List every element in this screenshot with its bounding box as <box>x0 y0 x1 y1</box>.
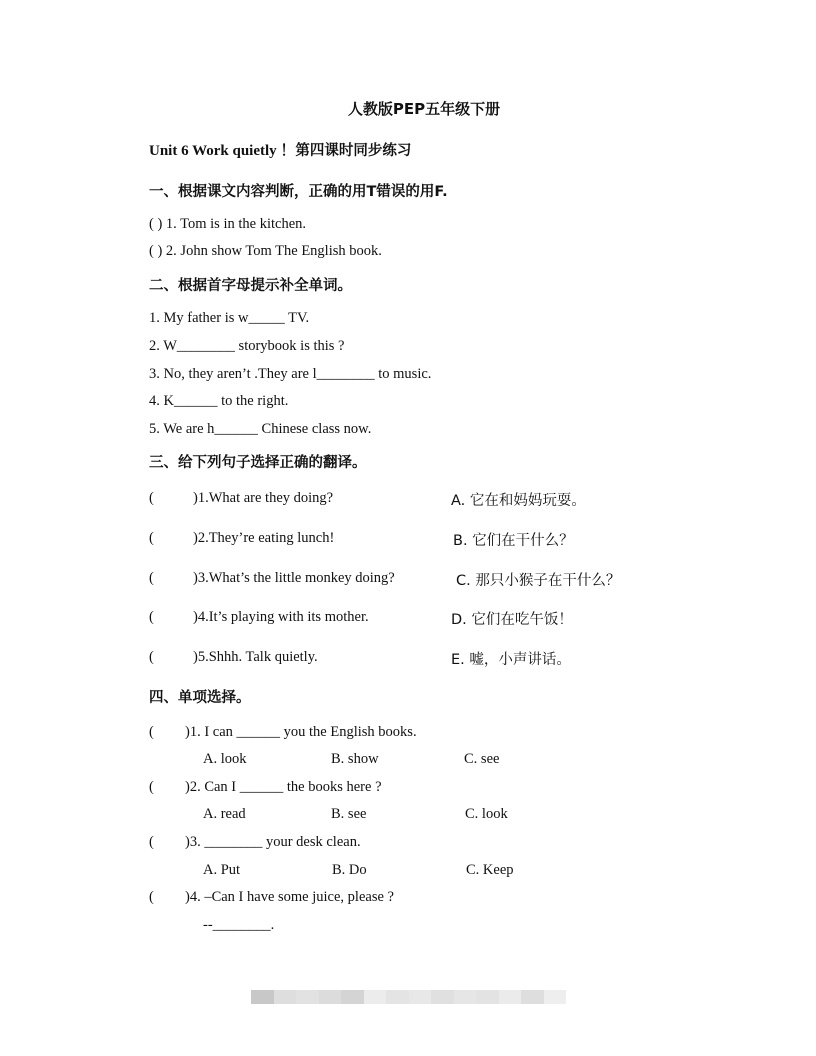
footer-bar-segment <box>364 990 387 1004</box>
tf-question-1 <box>149 216 306 233</box>
lesson-subtitle <box>149 139 411 160</box>
choice-1-option-b: B. show <box>331 751 379 767</box>
match-sentence-5: )5.Shhh. Talk quietly. <box>193 649 318 665</box>
match-sentence-3: )3.What’s the little monkey doing? <box>193 570 395 586</box>
footer-bar-segment <box>454 990 477 1004</box>
section-4-heading: 四、单项选择。 <box>149 690 251 706</box>
choice-2-option-c: C. look <box>465 806 508 822</box>
footer-bar-segment <box>319 990 342 1004</box>
answer-paren[interactable]: ( ) <box>149 216 163 232</box>
fill-question-2: 2. W________ storybook is this ? <box>149 338 345 354</box>
choice-3-option-a: A. Put <box>203 862 241 878</box>
choice-1-option-c: C. see <box>464 751 500 767</box>
choice-question-2: )2. Can I ______ the books here ? <box>185 779 382 795</box>
footer-bar-segment <box>544 990 567 1004</box>
choice-paren-3[interactable]: ( <box>149 834 154 850</box>
choice-2-option-b: B. see <box>331 806 367 822</box>
document-title: 人教版PEP五年级下册 <box>347 100 501 118</box>
fill-question-4: 4. K______ to the right. <box>149 393 289 409</box>
choice-paren-2[interactable]: ( <box>149 779 154 795</box>
choice-4-answer-line: --________. <box>203 917 275 933</box>
match-paren-5[interactable]: ( <box>149 649 154 665</box>
match-option-a: A. 它在和妈妈玩耍。 <box>451 493 586 509</box>
answer-paren[interactable]: ( ) <box>149 243 163 259</box>
footer-bar-segment <box>341 990 364 1004</box>
footer-bar-segment <box>251 990 274 1004</box>
section-2-heading: 二、根据首字母提示补全单词。 <box>149 278 352 294</box>
match-option-d: D. 它们在吃午饭！ <box>451 612 573 628</box>
match-option-e: E. 嘘，小声讲话。 <box>451 652 571 668</box>
match-sentence-4: )4.It’s playing with its mother. <box>193 609 369 625</box>
fill-question-5: 5. We are h______ Chinese class now. <box>149 421 372 437</box>
match-paren-2[interactable]: ( <box>149 530 154 546</box>
footer-bar-segment <box>274 990 297 1004</box>
match-option-c: C. 那只小猴子在干什么？ <box>456 573 621 589</box>
footer-bar-segment <box>521 990 544 1004</box>
match-sentence-2: )2.They’re eating lunch! <box>193 530 335 546</box>
match-paren-1[interactable]: ( <box>149 490 154 506</box>
choice-question-1: )1. I can ______ you the English books. <box>185 724 417 740</box>
lesson-subtitle-en: Unit 6 Work quietly ！ <box>149 143 296 159</box>
fill-question-3: 3. No, they aren’t .They are l________ to music. <box>149 366 432 382</box>
choice-paren-4[interactable]: ( <box>149 889 154 905</box>
match-paren-3[interactable]: ( <box>149 570 154 586</box>
choice-question-4: )4. –Can I have some juice, please ? <box>185 889 394 905</box>
footer-bar-segment <box>386 990 409 1004</box>
choice-2-option-a: A. read <box>203 806 246 822</box>
choice-paren-1[interactable]: ( <box>149 724 154 740</box>
choice-3-option-c: C. Keep <box>466 862 514 878</box>
fill-question-1: 1. My father is w_____ TV. <box>149 310 310 326</box>
footer-bar-segment <box>296 990 319 1004</box>
choice-3-option-b: B. Do <box>332 862 367 878</box>
footer-bar-segment <box>409 990 432 1004</box>
match-option-b: B. 它们在干什么？ <box>453 533 574 549</box>
section-1-heading: 一、根据课文内容判断，正确的用T错误的用F. <box>149 184 448 200</box>
footer-bar-segment <box>476 990 499 1004</box>
footer-bar-segment <box>431 990 454 1004</box>
choice-1-option-a: A. look <box>203 751 247 767</box>
match-paren-4[interactable]: ( <box>149 609 154 625</box>
section-3-heading: 三、给下列句子选择正确的翻译。 <box>149 455 367 471</box>
match-sentence-1: )1.What are they doing? <box>193 490 334 506</box>
question-text: 1. Tom is in the kitchen. <box>162 216 307 232</box>
footer-bar-segment <box>499 990 522 1004</box>
tf-question-2 <box>149 243 382 260</box>
choice-question-3: )3. ________ your desk clean. <box>185 834 361 850</box>
question-text: 2. John show Tom The English book. <box>162 243 382 259</box>
footer-watermark-bar <box>251 990 566 1004</box>
lesson-subtitle-cn: 第四课时同步练习 <box>295 143 412 159</box>
